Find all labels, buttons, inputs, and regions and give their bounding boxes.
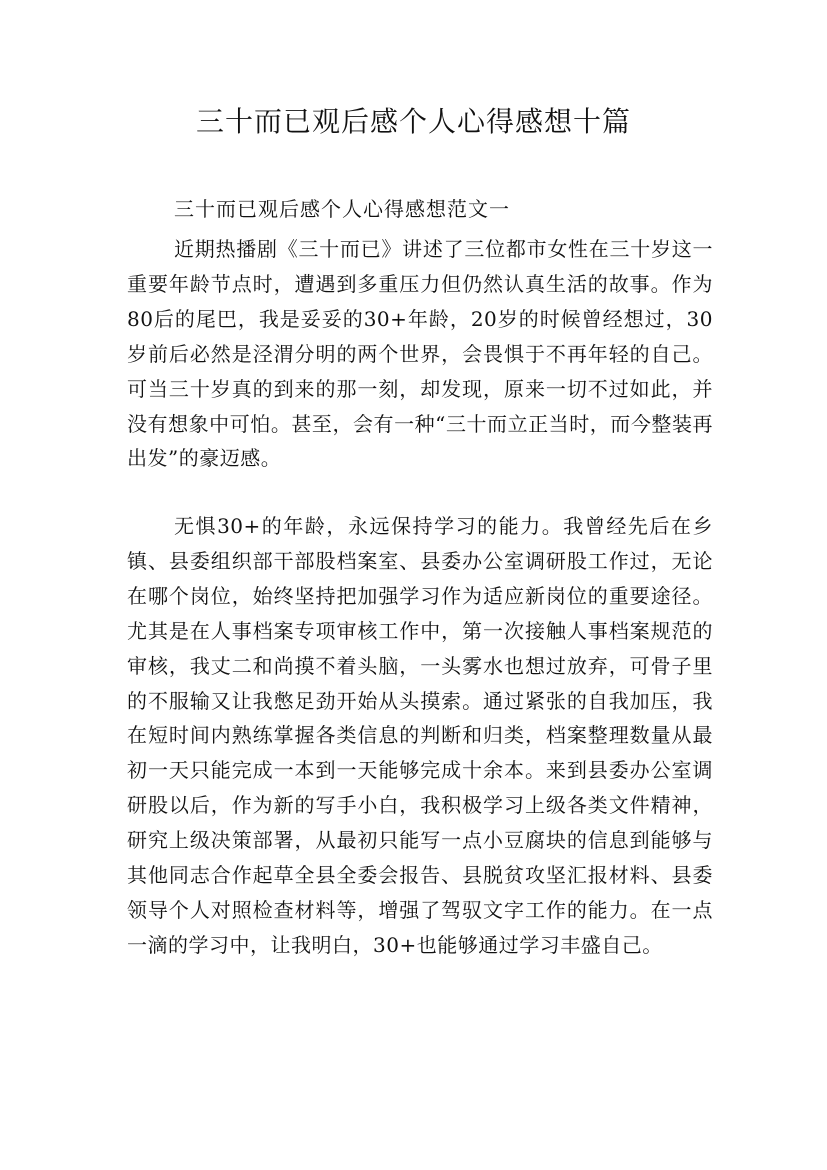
paragraph-1: 近期热播剧《三十而已》讲述了三位都市女性在三十岁这一重要年龄节点时，遭遇到多重压力但仍然认真生活的故事。作为80后的尾巴，我是妥妥的30+年龄，20岁的时候曾经想过，30岁前后必然是泾渭分明的两个世界，会畏惧于不再年轻的自己。可当三十岁真的到来的那一刻，却发现，原来一切不过如此，并没有想象中可怕。甚至，会有一种“三十而立正当时，而今整装再出发”的豪迈感。: [127, 237, 713, 471]
document-subtitle: 三十而已观后感个人心得感想范文一: [174, 197, 510, 221]
paragraph-2: 无惧30+的年龄，永远保持学习的能力。我曾经先后在乡镇、县委组织部干部股档案室、县委办公室调研股工作过，无论在哪个岗位，始终坚持把加强学习作为适应新岗位的重要途径。尤其是在人事档案专项审核工作中，第一次接触人事档案规范的审核，我丈二和尚摸不着头脑，一头雾水也想过放弃，可骨子里的不服输又让我憋足劲开始从头摸索。通过紧张的自我加压，我在短时间内熟练掌握各类信息的判断和归类，档案整理数量从最初一天只能完成一本到一天能够完成十余本。来到县委办公室调研股以后，作为新的写手小白，我积极学习上级各类文件精神，研究上级决策部署，从最初只能写一点小豆腐块的信息到能够与其他同志合作起草全县全委会报告、县脱贫攻坚汇报材料、县委领导个人对照检查材料等，增强了驾驭文字工作的能力。在一点一滴的学习中，让我明白，30+也能够通过学习丰盛自己。: [127, 514, 713, 957]
document-title: 三十而已观后感个人心得感想十篇: [195, 105, 631, 138]
